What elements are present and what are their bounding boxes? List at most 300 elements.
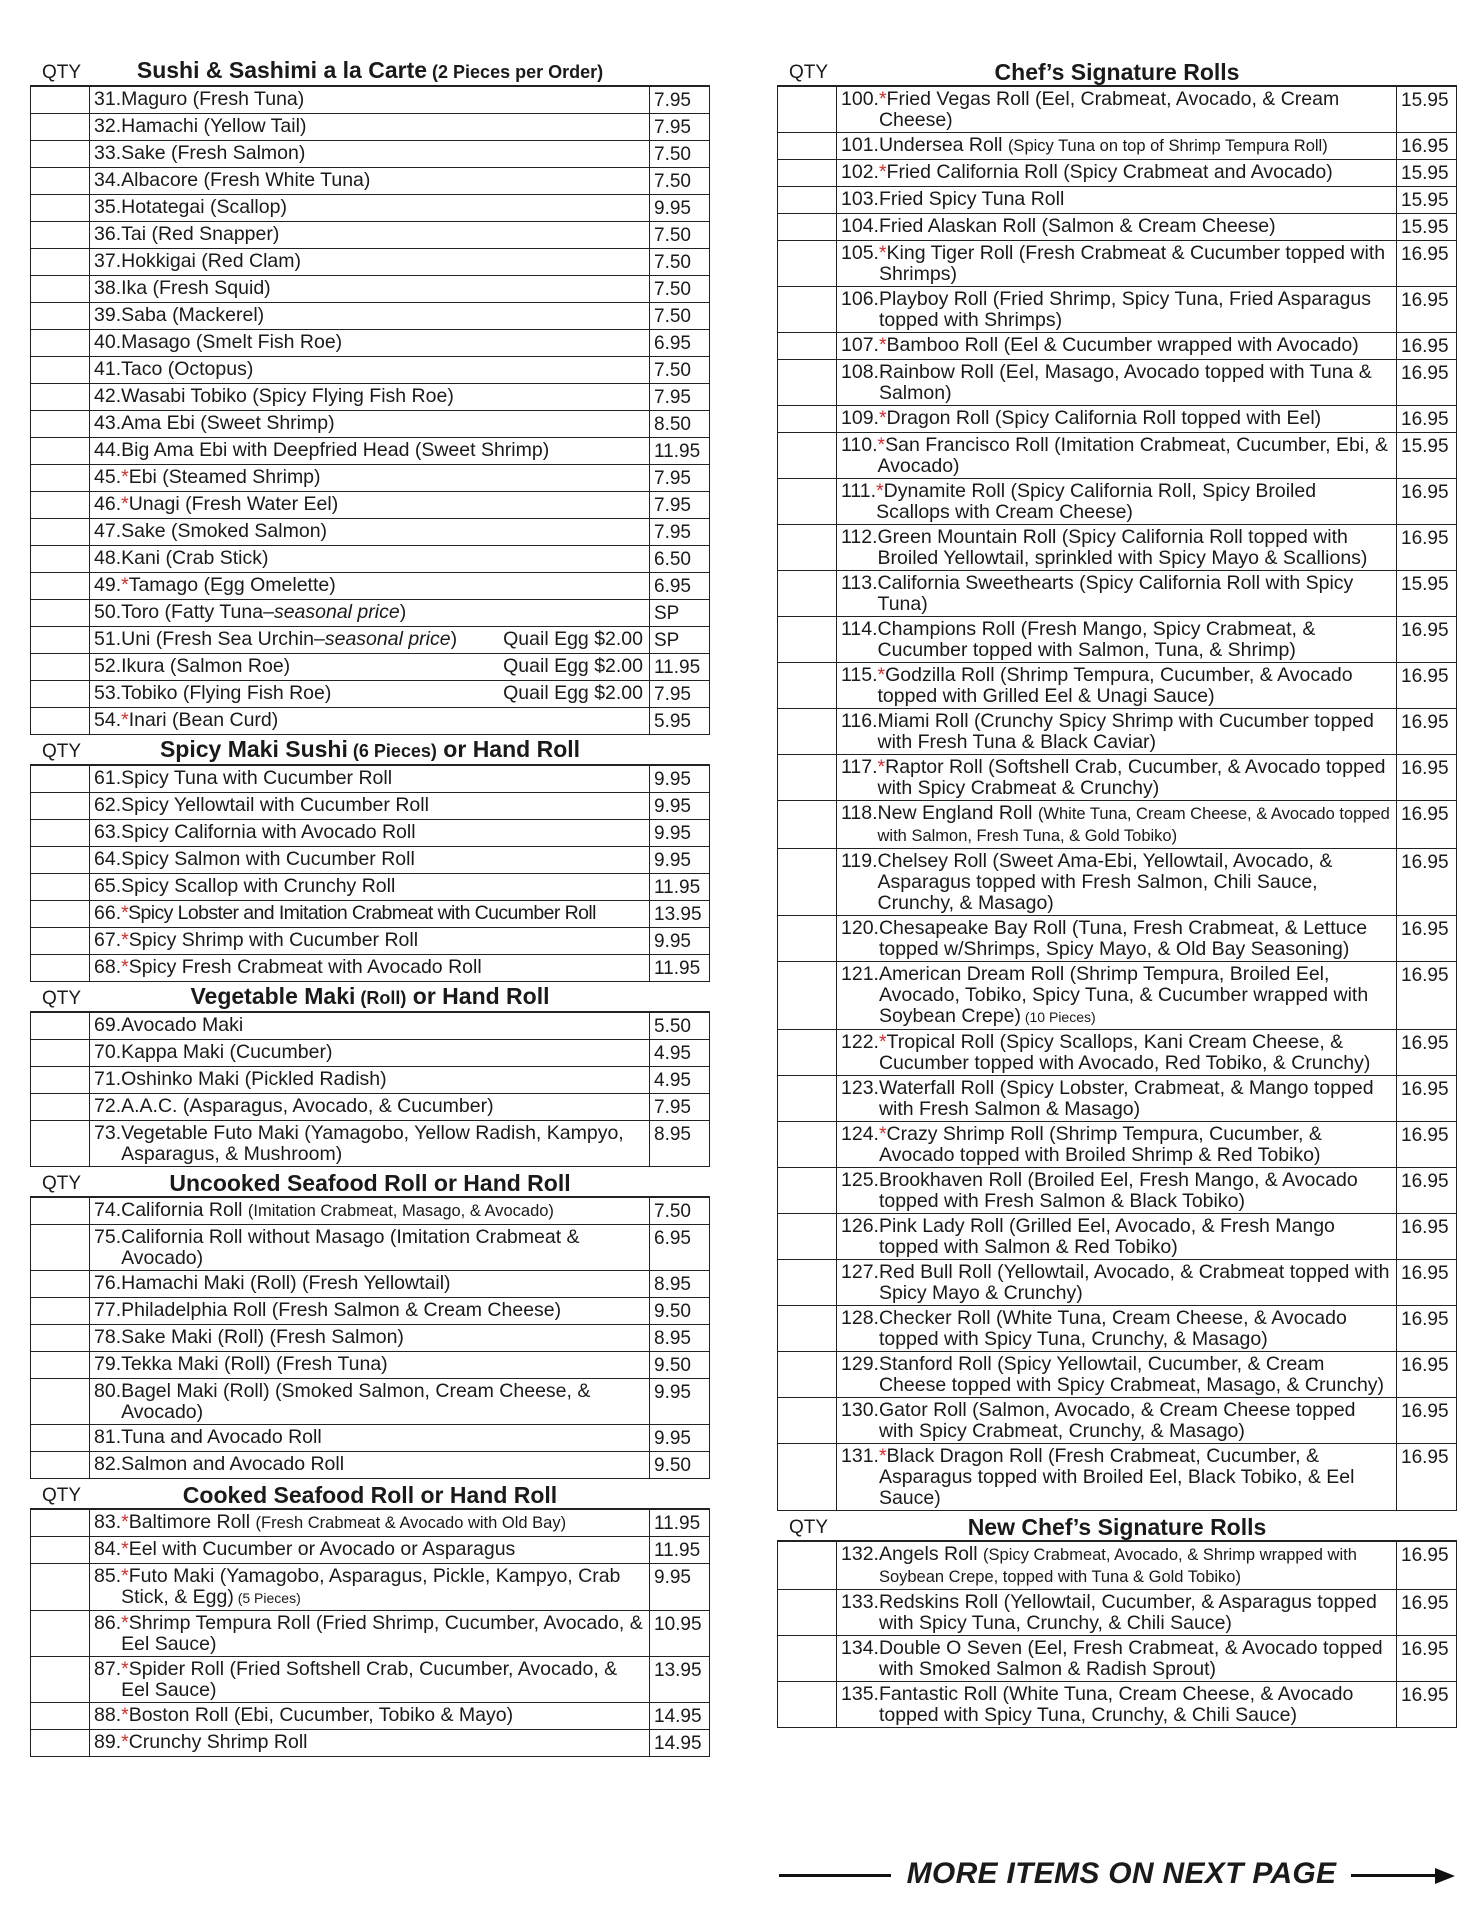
qty-cell[interactable] [31,357,90,384]
item-description-cell [90,249,650,276]
item-description-cell [90,654,650,681]
item-text [121,1069,645,1090]
qty-cell[interactable] [31,195,90,222]
qty-cell[interactable] [778,962,837,1030]
qty-cell[interactable] [31,1611,90,1657]
item-name: Kani (Crab Stick) [121,547,269,569]
menu-row [31,1325,710,1352]
item-name: Ika (Fresh Squid) [121,277,271,299]
item-price: 11.95 [650,1510,710,1537]
menu-row [31,1225,710,1271]
item-number: 132. [841,1543,879,1565]
item-price: 7.50 [650,1198,710,1225]
qty-cell[interactable] [31,1537,90,1564]
qty-cell[interactable] [778,1682,837,1728]
item-description-cell [837,709,1397,755]
item-name: Hamachi Maki (Roll) (Fresh Yellowtail) [121,1272,451,1294]
item-text [121,822,645,843]
item-price: 16.95 [1397,617,1457,663]
qty-cell[interactable] [31,708,90,735]
item-text [878,435,1392,477]
item-text [121,1427,645,1448]
spicy-asterisk-icon: * [121,574,129,596]
spicy-asterisk-icon: * [121,1658,129,1680]
item-text [879,1124,1392,1166]
item-line [94,602,645,623]
item-number: 42. [94,385,122,407]
menu-row [778,433,1457,479]
item-number: 101. [841,134,879,156]
qty-cell[interactable] [778,1398,837,1444]
qty-cell[interactable] [31,168,90,195]
item-name: Fried California Roll (Spicy Crabmeat and Avocado) [886,161,1333,183]
qty-cell[interactable] [31,1298,90,1325]
menu-table [30,1012,710,1167]
qty-cell[interactable] [778,916,837,962]
spicy-asterisk-icon: * [878,1445,887,1467]
item-name: Red Bull Roll (Yellowtail, Avocado, & Crabmeat topped with Spicy Mayo & Crunchy) [878,1261,1390,1304]
qty-cell[interactable] [31,1094,90,1121]
item-name: Toro (Fatty Tuna– [121,601,274,623]
menu-row [778,1398,1457,1444]
item-description-cell [837,1122,1397,1168]
item-price: 7.95 [650,384,710,411]
item-name: Hotategai (Scallop) [121,196,287,218]
menu-row [778,571,1457,617]
qty-cell[interactable] [31,1198,90,1225]
qty-cell[interactable] [31,1013,90,1040]
item-number: 119. [841,850,878,872]
qty-cell[interactable] [31,1271,90,1298]
qty-cell[interactable] [31,411,90,438]
item-name: Unagi (Fresh Water Eel) [128,493,339,515]
qty-cell[interactable] [31,600,90,627]
item-number: 82. [94,1453,122,1475]
item-name: Fantastic Roll (White Tuna, Cream Cheese, & Avocado topped with Spicy Tuna, Crunchy, & Chili Sauce) [878,1683,1354,1726]
item-price: 9.95 [650,1379,710,1425]
item-line [94,1381,645,1423]
item-number: 127. [841,1261,879,1283]
qty-cell[interactable] [778,160,837,187]
qty-cell[interactable] [31,303,90,330]
more-items-label: MORE ITEMS ON NEXT PAGE [906,1857,1337,1890]
item-text [121,1042,645,1063]
item-number: 128. [841,1307,879,1329]
menu-row [31,411,710,438]
item-text [879,162,1392,183]
item-text [121,768,645,789]
qty-cell[interactable] [778,801,837,849]
item-description-cell [90,411,650,438]
item-number: 66. [94,902,122,924]
menu-table [30,1197,710,1479]
item-line [94,1512,645,1534]
item-price: 16.95 [1397,1122,1457,1168]
item-name: Bamboo Roll (Eel & Cucumber wrapped with Avocado) [886,334,1359,356]
menu-row [778,133,1457,160]
qty-cell[interactable] [31,330,90,357]
item-name: New England Roll [877,802,1038,824]
qty-cell[interactable] [778,360,837,406]
spicy-asterisk-icon: * [878,88,887,110]
item-text [121,467,645,488]
item-text [878,527,1392,569]
item-number: 51. [94,628,122,650]
item-line [94,1454,645,1475]
menu-row [31,357,710,384]
qty-cell[interactable] [31,1564,90,1611]
item-name: Black Dragon Roll (Fresh Crabmeat, Cucumber, & Asparagus topped with Broiled Eel, Black Tobiko, & Eel Sauce) [878,1445,1355,1509]
qty-cell[interactable] [778,617,837,663]
qty-cell[interactable] [778,433,837,479]
item-text [121,1200,645,1222]
qty-cell[interactable] [31,955,90,982]
qty-cell[interactable] [778,1590,837,1636]
qty-cell[interactable] [778,571,837,617]
item-price: 7.50 [650,357,710,384]
menu-row [31,874,710,901]
qty-cell[interactable] [31,1730,90,1757]
qty-cell[interactable] [31,1703,90,1730]
qty-cell[interactable] [778,214,837,241]
menu-table [30,765,710,982]
item-text [879,89,1392,131]
item-price: 16.95 [1397,1306,1457,1352]
qty-cell[interactable] [31,438,90,465]
qty-cell[interactable] [778,1030,837,1076]
item-price: SP [650,627,710,654]
item-price: 16.95 [1397,962,1457,1030]
item-line [841,1592,1392,1634]
item-number: 48. [94,547,122,569]
qty-cell[interactable] [778,1444,837,1511]
item-number: 102. [841,161,879,183]
qty-cell[interactable] [778,1636,837,1682]
item-description-cell [90,1703,650,1730]
item-text [879,1592,1392,1634]
item-text [121,305,645,326]
item-text [121,903,645,924]
section-title [92,57,648,85]
qty-cell[interactable] [778,525,837,571]
qty-cell[interactable] [31,465,90,492]
item-description-cell [90,1013,650,1040]
item-number: 41. [94,358,122,380]
qty-cell[interactable] [31,874,90,901]
qty-cell[interactable] [31,1379,90,1425]
qty-cell[interactable] [778,333,837,360]
item-price: 9.50 [650,1298,710,1325]
item-price: 9.95 [650,766,710,793]
qty-cell[interactable] [778,1214,837,1260]
item-line [94,1227,645,1269]
item-number: 80. [94,1380,122,1402]
item-line [841,1308,1392,1350]
spicy-asterisk-icon: * [121,709,129,731]
section-header [30,735,710,765]
item-name: Spicy Shrimp with Cucumber Roll [128,929,419,951]
menu-row [31,1352,710,1379]
item-price: 16.95 [1397,709,1457,755]
item-price: 13.95 [650,1657,710,1703]
item-line [94,795,645,816]
spicy-asterisk-icon: * [877,756,886,778]
qty-cell[interactable] [778,187,837,214]
qty-cell[interactable] [31,1657,90,1703]
item-price: 6.95 [650,330,710,357]
menu-row [778,1682,1457,1728]
item-number: 131. [841,1445,879,1467]
item-number: 40. [94,331,122,353]
qty-cell[interactable] [31,519,90,546]
item-name: Uni (Fresh Sea Urchin– [121,628,325,650]
item-name: Boston Roll (Ebi, Cucumber, Tobiko & Mayo) [128,1704,514,1726]
item-description-cell [90,141,650,168]
menu-row [778,1636,1457,1682]
qty-cell[interactable] [778,849,837,916]
item-text [121,386,645,407]
qty-cell[interactable] [31,141,90,168]
item-line [841,527,1392,569]
item-line [841,408,1392,429]
item-price: 13.95 [650,901,710,928]
qty-cell[interactable] [31,1040,90,1067]
qty-cell[interactable] [31,928,90,955]
item-name: California Roll without Masago (Imitation Crabmeat & Avocado) [121,1226,580,1269]
qty-cell[interactable] [31,114,90,141]
qty-cell[interactable] [31,546,90,573]
qty-cell[interactable] [31,1510,90,1537]
qty-cell[interactable] [778,663,837,709]
qty-cell[interactable] [778,1076,837,1122]
item-description-cell [90,793,650,820]
item-name: Vegetable Futo Maki (Yamagobo, Yellow Radish, Kampyo, Asparagus, & Mushroom) [121,1122,624,1165]
item-line [94,1354,645,1375]
item-text [879,1170,1392,1212]
item-price: 16.95 [1397,406,1457,433]
qty-cell[interactable] [778,287,837,333]
item-price: 7.95 [650,114,710,141]
menu-row [31,303,710,330]
menu-row [31,546,710,573]
menu-row [31,141,710,168]
item-name: Ebi (Steamed Shrimp) [128,466,321,488]
qty-cell[interactable] [31,573,90,600]
item-number: 118. [841,802,878,824]
item-price: 6.95 [650,1225,710,1271]
item-description-cell [837,755,1397,801]
qty-cell[interactable] [778,1352,837,1398]
item-description-cell [90,1225,650,1271]
menu-row [31,901,710,928]
item-description-cell [90,681,650,708]
item-description-cell [837,1214,1397,1260]
item-text [121,197,645,218]
qty-cell[interactable] [778,87,837,133]
item-number: 130. [841,1399,879,1421]
qty-cell[interactable] [31,1352,90,1379]
menu-row [778,709,1457,755]
menu-row [778,1168,1457,1214]
menu-row [31,793,710,820]
menu-table [30,1509,710,1757]
item-number: 49. [94,574,122,596]
qty-cell[interactable] [31,276,90,303]
qty-cell[interactable] [778,1122,837,1168]
item-description-cell [837,617,1397,663]
qty-cell[interactable] [31,1225,90,1271]
qty-cell[interactable] [31,1121,90,1167]
qty-cell[interactable] [778,479,837,525]
item-line [94,170,645,191]
item-description-cell [837,333,1397,360]
qty-cell[interactable] [31,654,90,681]
item-price: 15.95 [1397,160,1457,187]
item-price: 7.95 [650,492,710,519]
item-line [94,1659,645,1701]
item-line [841,135,1392,157]
qty-cell[interactable] [31,384,90,411]
item-name: Waterfall Roll (Spicy Lobster, Crabmeat, & Mango topped with Fresh Salmon & Masago) [878,1077,1374,1120]
item-number: 103. [841,188,879,210]
qty-cell[interactable] [31,627,90,654]
item-number: 79. [94,1353,122,1375]
item-price: 16.95 [1397,1444,1457,1511]
item-number: 116. [841,710,878,732]
item-line [94,575,645,596]
qty-cell[interactable] [31,1425,90,1452]
qty-cell[interactable] [31,793,90,820]
item-name: Salmon and Avocado Roll [121,1453,345,1475]
item-text [121,575,645,596]
item-addon: Quail Egg $2.00 [503,682,643,704]
item-description-cell [837,133,1397,160]
item-number: 37. [94,250,122,272]
qty-cell[interactable] [31,87,90,114]
item-name: Stanford Roll (Spicy Yellowtail, Cucumber, & Cream Cheese topped with Spicy Crabmeat, Masago, & Crunchy) [878,1353,1385,1396]
item-description-cell [90,1425,650,1452]
qty-cell[interactable] [31,1452,90,1479]
item-number: 73. [94,1122,122,1144]
qty-label: QTY [42,1485,82,1506]
item-text [121,1354,645,1375]
qty-cell[interactable] [31,847,90,874]
menu-table [30,86,710,735]
qty-cell[interactable] [778,755,837,801]
item-price: 8.95 [650,1271,710,1298]
item-number: 88. [94,1704,122,1726]
item-price: 15.95 [1397,187,1457,214]
item-description-cell [90,1121,650,1167]
item-line [841,1446,1392,1509]
item-line [841,162,1392,183]
item-price: 8.95 [650,1121,710,1167]
menu-row [31,222,710,249]
item-text [878,803,1392,847]
qty-cell[interactable] [31,249,90,276]
qty-cell[interactable] [31,492,90,519]
qty-cell[interactable] [778,1542,837,1590]
item-price: 16.95 [1397,525,1457,571]
qty-cell[interactable] [778,406,837,433]
item-description-cell [837,849,1397,916]
item-price: 15.95 [1397,571,1457,617]
qty-cell[interactable] [31,766,90,793]
item-text [121,1659,645,1701]
spicy-asterisk-icon: * [121,1704,129,1726]
menu-row [31,1730,710,1757]
item-price: 7.95 [650,681,710,708]
item-line [94,1015,645,1036]
item-line [841,918,1392,960]
qty-cell[interactable] [778,1306,837,1352]
qty-cell[interactable] [31,681,90,708]
item-description-cell [837,1444,1397,1511]
item-text [121,656,645,677]
item-description-cell [90,627,650,654]
item-name: Wasabi Tobiko (Spicy Flying Fish Roe) [121,385,454,407]
qty-cell[interactable] [31,1067,90,1094]
item-name: Spicy Lobster and Imitation Crabmeat with Cucumber Roll [128,902,596,924]
qty-cell[interactable] [778,709,837,755]
item-name-close: ) [450,628,458,650]
item-line [94,710,645,731]
item-number: 52. [94,655,122,677]
item-name: Kappa Maki (Cucumber) [121,1041,333,1063]
item-description-cell [837,1030,1397,1076]
item-line [94,251,645,272]
item-text [121,1096,645,1117]
spicy-asterisk-icon: * [121,493,129,515]
qty-cell[interactable] [31,820,90,847]
item-name: Undersea Roll [878,134,1008,156]
item-line [94,1705,645,1726]
item-line [94,1613,645,1655]
item-price: 16.95 [1397,755,1457,801]
item-description-cell [90,168,650,195]
qty-cell[interactable] [31,901,90,928]
item-description-cell [90,1730,650,1757]
menu-row [31,654,710,681]
item-number: 135. [841,1683,879,1705]
item-description-cell [90,357,650,384]
item-description-cell [837,160,1397,187]
item-name: Angels Roll [878,1543,984,1565]
item-description-cell [837,433,1397,479]
qty-cell[interactable] [778,241,837,287]
item-price: SP [650,600,710,627]
item-ingredients: (Imitation Crabmeat, Masago, & Avocado) [247,1202,554,1220]
qty-cell[interactable] [778,1260,837,1306]
item-line [94,822,645,843]
spicy-asterisk-icon: * [121,1612,129,1634]
qty-cell[interactable] [31,1325,90,1352]
item-line [94,876,645,897]
qty-cell[interactable] [778,133,837,160]
item-name: Godzilla Roll (Shrimp Tempura, Cucumber, & Avocado topped with Grilled Eel & Unagi Sauce) [877,664,1353,707]
item-number: 71. [94,1068,122,1090]
item-number: 117. [841,756,878,778]
menu-row [31,168,710,195]
qty-cell[interactable] [31,222,90,249]
item-text [121,683,645,704]
item-line [94,1273,645,1294]
item-price: 9.95 [650,1425,710,1452]
item-text [121,1273,645,1294]
item-line [841,1216,1392,1258]
item-number: 35. [94,196,122,218]
qty-cell[interactable] [778,1168,837,1214]
